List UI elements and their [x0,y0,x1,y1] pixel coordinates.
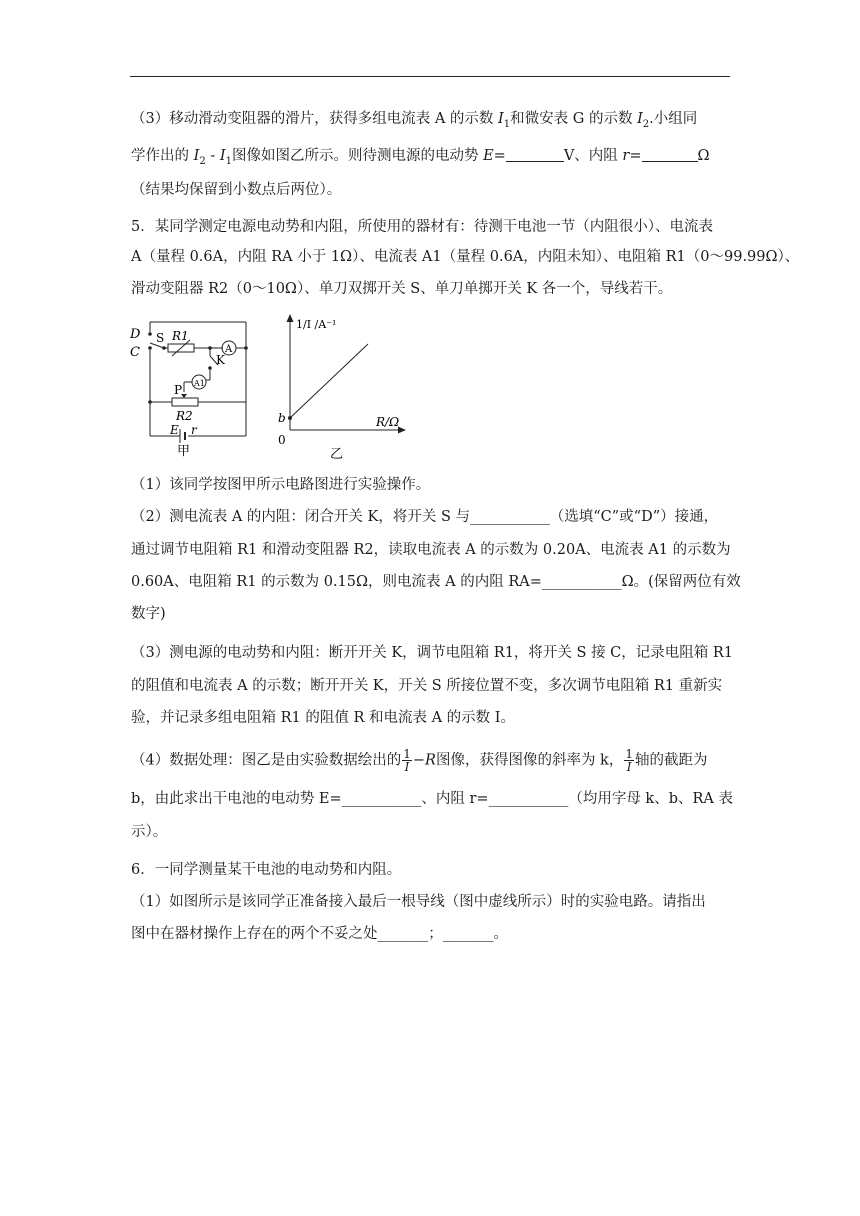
x-axis-arrow-icon [398,427,406,434]
label-R1: R1 [172,329,189,343]
answer-blank-emf[interactable] [506,147,564,162]
q4-text: 和微安表 G 的示数 [510,111,638,127]
fraction-1-over-I: $\frac{1}{I}$ [403,747,411,774]
q6-line3: 图中在器材操作上存在的两个不妥之处_______；_______。 [131,926,508,942]
intercept-point [288,416,292,420]
label-ammeter-A: A [225,344,233,355]
q4-text: （3）移动滑动变阻器的滑片，获得多组电流表 A 的示数 [131,111,499,127]
q5-text: 图像，获得图像的斜率为 k， [435,752,624,769]
symbol-I1: I [498,111,504,127]
circuit-diagram-jia [128,318,258,458]
header-rule [130,76,730,77]
q5-part3-line3: 验，并记录多组电阻箱 R1 的阻值 R 和电流表 A 的示数 I。 [131,710,516,726]
q4-text: 学作出的 [131,148,194,164]
subscript: 2 [642,118,650,130]
q5-part2-line1: （2）测电流表 A 的内阻：闭合开关 K，将开关 S 与___________（选填“C”或“D”）接通， [131,509,719,525]
q5-part4-line1: （4）数据处理：图乙是由实验数据绘出的 $\frac{1}{I}$ −R图像，获得图像的斜率为 k， $\frac{1}{I}$ 轴的截距为 [131,747,708,774]
q4-text: .小组同 [649,111,698,127]
q5-part2-line2: 通过调节电阻箱 R1 和滑动变阻器 R2，读取电流表 A 的示数为 0.20A、电流表 A1 的示数为 [131,542,731,558]
answer-blank-resistance[interactable] [642,147,698,162]
q5-part3-line1: （3）测电源的电动势和内阻：断开开关 K，调节电阻箱 R1，将开关 S 接 C，记录电阻箱 R1 [131,645,734,661]
q4-text: 图像如图乙所示。则待测电源的电动势 [231,148,484,164]
unit-ohm: Ω [697,148,710,164]
q5-line1: 5．某同学测定电源电动势和内阻，所使用的器材有：待测干电池一节（内阻很小）、电流表 [131,219,713,235]
label-S: S [156,331,165,345]
q6-line1: 6．一同学测量某干电池的电动势和内阻。 [131,862,402,878]
label-E: E [170,423,179,437]
label-R2: R2 [176,409,193,423]
caption-jia: 甲 [177,444,191,458]
q5-line3: 滑动变阻器 R2（0～10Ω）、单刀双掷开关 S、单刀单掷开关 K 各一个，导线若干。 [131,281,673,297]
symbol-I2: I [637,111,643,127]
q5-part2-line3: 0.60A、电阻箱 R1 的示数为 0.15Ω，则电流表 A 的内阻 RA=___________Ω。(保留两位有效 [131,574,741,590]
q5-part3-line2: 的阻值和电流表 A 的示数；断开开关 K，开关 S 所接位置不变，多次调节电阻箱 R1 重新实 [131,678,723,694]
q5-part4-line3: 示）。 [131,824,168,840]
q4-part3-line2: 学作出的 $I_2 - I_1$图像如图乙所示。则待测电源的电动势 E= V、内阻 r= Ω [131,148,710,167]
q5-text: 轴的截距为 [635,752,708,769]
label-K: K [216,353,225,367]
x-axis-label: R/Ω [376,415,400,429]
graph-yi [268,308,408,460]
q4-text: V、内阻 [563,148,623,164]
intercept-label-b: b [278,411,286,425]
q5-part1: （1）该同学按图甲所示电路图进行实验操作。 [131,477,431,493]
y-axis-label: 1/I /A⁻¹ [296,318,337,331]
y-axis-arrow-icon [287,314,294,322]
label-D: D [130,327,141,342]
symbol-E: E [483,148,494,164]
q5-text: （4）数据处理：图乙是由实验数据绘出的 [131,752,402,769]
equals-sign: = [493,148,506,164]
label-C: C [130,345,140,360]
q6-line2: （1）如图所示是该同学正准备接入最后一根导线（图中虚线所示）时的实验电路。请指出 [131,894,706,910]
q4-part3-line1 [131,109,697,135]
graph-line [290,344,368,418]
fraction-1-over-I: $\frac{1}{I}$ [625,747,633,774]
label-ammeter-A1: A1 [194,379,205,388]
label-r: r [191,423,197,437]
label-P: P [174,383,183,397]
origin-label: 0 [278,433,286,447]
q5-line2: A（量程 0.6A，内阻 RA 小于 1Ω）、电流表 A1（量程 0.6A，内阻未知）、电阻箱 R1（0～99.99Ω）、 [131,249,800,265]
symbol-r: r [622,148,630,164]
q5-part4-line2: b，由此求出干电池的电动势 E=___________、内阻 r=___________（均用字母 k、b、RA 表 [131,791,733,807]
q4-part3-line3: （结果均保留到小数点后两位）。 [131,182,342,198]
subscript: 1 [503,118,511,130]
caption-yi: 乙 [330,447,344,460]
q5-part2-line4: 数字) [131,606,166,622]
